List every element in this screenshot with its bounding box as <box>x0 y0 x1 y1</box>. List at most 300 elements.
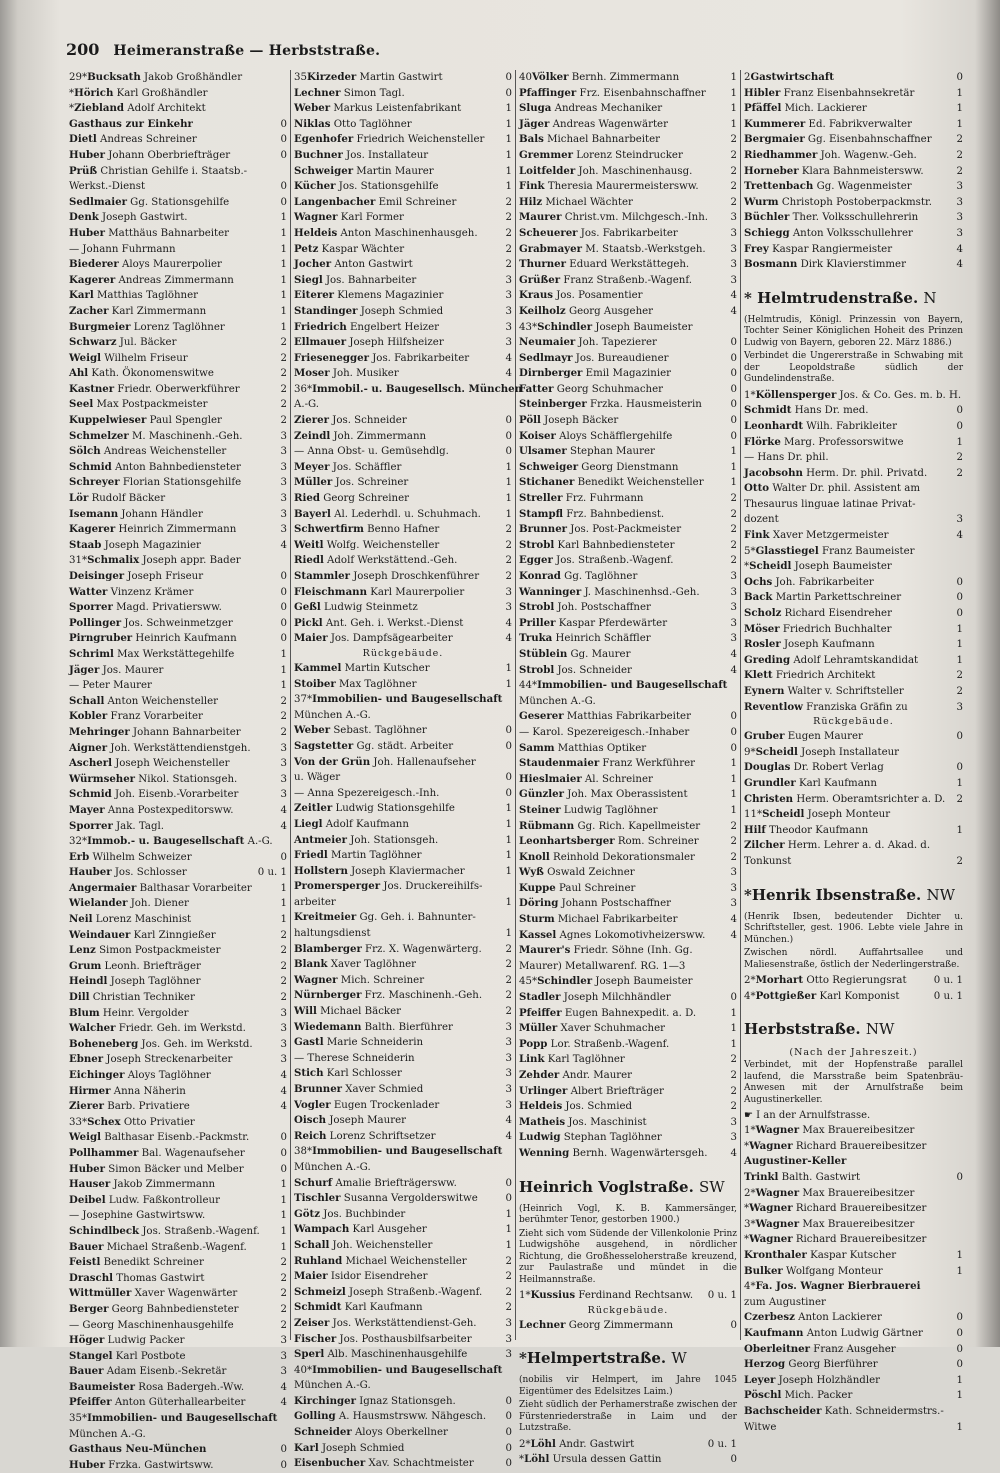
directory-entry <box>69 101 287 117</box>
resident-name: Schall <box>69 694 105 707</box>
resident-name: Leonhardt <box>744 419 804 432</box>
directory-entry <box>519 148 737 164</box>
directory-entry <box>519 600 737 616</box>
floor-number: 3 <box>280 477 287 489</box>
entry-text: München A.-G. <box>294 709 371 721</box>
floor-number: 0 <box>730 399 737 411</box>
floor-number: 2 <box>956 149 963 161</box>
resident-name: Schmid <box>69 460 112 473</box>
entry-text: Bals Michael Bahnarbeiter <box>519 133 661 146</box>
resident-name: Matheis <box>519 1115 566 1128</box>
entry-text: Meyer Jos. Schäffler <box>294 460 402 473</box>
floor-number: 2 <box>505 571 512 582</box>
floor-number: 1 <box>505 834 512 846</box>
floor-number: 0 <box>956 1359 963 1371</box>
entry-text: Zilcher Herm. Lehrer a. d. Akad. d. <box>744 839 931 852</box>
entry-text: Eynern Walter v. Schriftsteller <box>744 685 904 697</box>
resident-name: Weber <box>294 102 331 115</box>
floor-number: 4 <box>956 259 963 271</box>
entry-text: Schmid Joh. Eisenb.-Vorarbeiter <box>69 788 239 801</box>
floor-number: 2 <box>280 929 287 941</box>
floor-number: 1 <box>505 461 512 473</box>
floor-number: 3 <box>730 274 737 286</box>
entry-text: Berger Georg Bahnbediensteter <box>69 1302 239 1315</box>
resident-name: Stoiber <box>294 677 336 690</box>
resident-name: Biederer <box>69 258 119 271</box>
floor-number: 0 <box>956 762 963 774</box>
directory-entry <box>294 833 512 849</box>
floor-number: 0 <box>730 711 737 723</box>
spacer <box>744 273 963 281</box>
floor-number: 3 <box>280 1038 287 1050</box>
floor-number: 3 <box>280 430 287 442</box>
floor-number: 1 <box>730 461 737 473</box>
directory-entry <box>744 512 963 528</box>
entry-text: Strobl Jos. Schneider <box>519 663 632 676</box>
spacer <box>519 1162 737 1170</box>
directory-entry <box>69 1006 287 1022</box>
resident-name: Petz <box>294 242 319 255</box>
directory-entry <box>69 1037 287 1053</box>
directory-entry <box>69 86 287 102</box>
entry-text: Wagner Karl Former <box>294 211 404 224</box>
floor-number: 1 <box>956 824 963 836</box>
directory-entry <box>744 419 963 435</box>
resident-name: Angermaier <box>69 881 137 894</box>
entry-text: Truka Heinrich Schäffler <box>519 632 651 645</box>
resident-name: Stadler <box>519 991 561 1004</box>
floor-number: 3 <box>505 1317 512 1329</box>
directory-entry <box>294 661 512 677</box>
entry-text: Watter Vinzenz Krämer <box>69 585 194 598</box>
entry-text: Wanninger J. Maschinenhsd.-Geh. <box>519 585 700 598</box>
entry-text: Horneber Klara Bahnmeistersww. <box>744 164 924 177</box>
directory-entry <box>69 943 287 959</box>
entry-text: 33*Schex Otto Privatier <box>69 1115 195 1128</box>
floor-number: 3 <box>730 617 737 629</box>
street-note: (Helmtrudis, Königl. Prinzessin von Bayern, Tochter Seiner Königlichen Hoheit des Prinzen Ludwig von Bayern, geboren 22. März 1886.) <box>744 314 963 348</box>
resident-name: Maier <box>294 632 328 645</box>
directory-entry <box>69 179 287 195</box>
resident-name: Gremmer <box>519 148 573 161</box>
floor-number: 0 <box>280 196 287 208</box>
resident-name: Zehder <box>519 1069 560 1081</box>
resident-name: Feistl <box>69 1256 101 1269</box>
entry-text: Lechner Simon Tagl. <box>294 86 405 99</box>
floor-number: 2 <box>280 945 287 957</box>
entry-text: Weigl Balthasar Eisenb.-Packmstr. <box>69 1131 250 1144</box>
floor-number: 3 <box>505 337 512 349</box>
floor-number: 0 <box>730 1454 737 1466</box>
resident-name: Möser <box>744 622 780 635</box>
directory-entry <box>744 1123 963 1139</box>
resident-name: Erb <box>69 850 90 863</box>
section-subheading: (Nach der Jahreszeit.) <box>789 1047 918 1059</box>
entry-text: Schall Joh. Weichensteller <box>294 1238 433 1251</box>
directory-entry <box>519 1318 737 1334</box>
entry-text: Nürnberger Frz. Maschinenh.-Geh. <box>294 989 483 1002</box>
directory-entry <box>744 481 963 497</box>
entry-text: Weber Markus Leistenfabrikant <box>294 102 462 115</box>
entry-text: Niklas Otto Taglöhner <box>294 117 412 130</box>
directory-entry <box>744 1154 963 1170</box>
directory-entry <box>519 1452 737 1468</box>
floor-number: 1 <box>956 87 963 99</box>
floor-number: 0 <box>730 337 737 349</box>
floor-number: 1 <box>730 477 737 489</box>
resident-name: Müller <box>519 1022 558 1035</box>
resident-name: Wagner <box>749 1139 793 1152</box>
floor-number: 2 <box>956 686 963 697</box>
entry-text: Grum Leonh. Briefträger <box>69 959 201 972</box>
resident-name: Jacobsohn <box>744 466 803 479</box>
directory-entry <box>519 1021 737 1037</box>
directory-entry <box>744 1217 963 1233</box>
entry-text: Wittmüller Xaver Wagenwärter <box>69 1287 238 1300</box>
directory-entry <box>69 366 287 382</box>
directory-entry <box>69 600 287 616</box>
entry-text: Steiner Ludwig Taglöhner <box>519 803 658 816</box>
floor-number: 2 <box>280 383 287 395</box>
directory-entry <box>519 756 737 772</box>
floor-number: 1 <box>730 758 737 770</box>
floor-number: 2 <box>956 134 963 146</box>
entry-text: 2*Wagner Max Brauereibesitzer <box>744 1186 915 1199</box>
floor-number: 1 <box>956 1421 963 1433</box>
directory-entry <box>744 668 963 684</box>
entry-text: Brunner Jos. Post-Packmeister <box>519 523 682 536</box>
resident-name: Pfaffinger <box>519 86 577 99</box>
entry-text <box>744 1154 846 1170</box>
resident-name: Mayer <box>69 803 105 816</box>
entry-text: Schwarz Jul. Bäcker <box>69 336 177 349</box>
directory-entry <box>744 1279 963 1295</box>
floor-number: 0 <box>730 1319 737 1331</box>
directory-entry <box>519 257 737 273</box>
resident-name: Heldeis <box>519 1100 563 1113</box>
floor-number: 4 <box>730 305 737 317</box>
resident-name: Scheuerer <box>519 226 578 239</box>
floor-number: 1 <box>730 87 737 99</box>
entry-text: Weigl Wilhelm Friseur <box>69 351 188 364</box>
directory-entry <box>744 195 963 211</box>
resident-name: Brunner <box>294 1083 343 1095</box>
resident-name: Ried <box>294 492 320 505</box>
entry-text: *Löhl Ursula dessen Gattin <box>519 1453 662 1466</box>
directory-entry <box>294 1285 512 1301</box>
entry-text: Rübmann Gg. Rich. Kapellmeister <box>519 819 701 832</box>
directory-entry <box>69 772 287 788</box>
floor-number: 4 <box>280 804 287 816</box>
entry-text: Ochs Joh. Fabrikarbeiter <box>744 575 874 588</box>
entry-text: Liegl Adolf Kaufmann <box>294 817 409 830</box>
floor-number: 0 <box>280 602 287 614</box>
floor-number: 3 <box>505 1021 512 1033</box>
floor-number: 0 <box>280 617 287 629</box>
resident-name: Schweiger <box>519 460 579 473</box>
entry-text: Draschl Thomas Gastwirt <box>69 1271 205 1284</box>
resident-name: Baumeister <box>69 1380 136 1393</box>
page-header <box>66 40 966 62</box>
resident-name: Klett <box>744 669 773 682</box>
entry-text: Friedrich Engelbert Heizer <box>294 320 439 333</box>
entry-text: Pöll Joseph Bäcker <box>519 414 619 427</box>
entry-text: Blank Xaver Taglöhner <box>294 958 417 971</box>
entry-text: Pfeiffer Anton Güterhallearbeiter <box>69 1396 246 1409</box>
entry-text: Moser Joh. Musiker <box>294 367 399 380</box>
resident-name: Lechner <box>294 86 341 99</box>
floor-number: 2 <box>956 793 963 805</box>
directory-entry <box>294 864 512 880</box>
floor-number: 0 <box>730 383 737 395</box>
entry-text: 2*Morhart Otto Regierungsrat <box>744 974 907 987</box>
floor-number: 2 <box>505 555 512 567</box>
resident-name: Tischler <box>294 1192 341 1205</box>
resident-name: Siegl <box>294 273 323 286</box>
directory-entry <box>294 1082 512 1098</box>
resident-name: Pfeiffer <box>69 1396 112 1409</box>
directory-entry <box>519 1006 737 1022</box>
resident-name: Promersperger <box>294 880 381 893</box>
resident-name: Pöschl <box>744 1389 782 1402</box>
entry-text: Ebner Joseph Streckenarbeiter <box>69 1053 233 1066</box>
directory-entry <box>69 1240 287 1256</box>
directory-entry <box>519 896 737 912</box>
directory-entry <box>744 1373 963 1389</box>
directory-entry <box>294 677 512 693</box>
entry-text: Leonhartsberger Rom. Schreiner <box>519 835 699 848</box>
directory-entry <box>744 1248 963 1264</box>
resident-name: Czerbesz <box>744 1311 795 1324</box>
resident-name: Bauer <box>69 1240 104 1253</box>
entry-text: München A.-G. <box>294 1380 371 1392</box>
directory-entry <box>69 585 287 601</box>
directory-entry <box>519 819 737 835</box>
directory-entry <box>294 304 512 320</box>
directory-entry <box>519 663 737 679</box>
resident-name: Immobil.- u. Baugesellsch. München <box>312 382 523 395</box>
resident-name: Frey <box>744 242 769 255</box>
entry-text: Langenbacher Emil Schreiner <box>294 195 457 208</box>
floor-number: 4 <box>505 1130 512 1142</box>
directory-entry <box>69 819 287 835</box>
resident-name: Wagner <box>294 211 338 224</box>
directory-entry <box>744 823 963 839</box>
directory-entry <box>294 723 512 739</box>
floor-number: 1 <box>956 623 963 635</box>
floor-number: 1 <box>280 212 287 224</box>
entry-text: Schmid Anton Bahnbediensteter <box>69 460 241 473</box>
resident-name: Grüßer <box>519 273 561 286</box>
entry-text: Bosmann Dirk Klavierstimmer <box>744 258 906 271</box>
directory-entry <box>294 1269 512 1285</box>
resident-name: Eiterer <box>294 289 335 302</box>
directory-entry <box>69 725 287 741</box>
directory-entry <box>519 132 737 148</box>
directory-entry <box>519 881 737 897</box>
floor-number: 3 <box>730 259 737 271</box>
entry-text: Stüblein Gg. Maurer <box>519 647 631 660</box>
floor-number: 1 <box>280 680 287 692</box>
floor-number: 1 <box>280 290 287 302</box>
floor-number: 2 <box>280 960 287 972</box>
resident-name: Lör <box>69 492 89 505</box>
floor-number: 2 <box>956 165 963 177</box>
resident-name: Lechner <box>519 1318 566 1331</box>
resident-name: Huber <box>69 226 106 239</box>
resident-name: Priller <box>519 616 556 629</box>
resident-name: Wagner <box>755 1217 800 1230</box>
resident-name: Sturm <box>519 913 555 926</box>
directory-entry <box>519 1068 737 1084</box>
floor-number: 1 <box>505 818 512 830</box>
entry-text: Pickl Ant. Geh. i. Werkst.-Dienst <box>294 616 464 629</box>
floor-number: 2 <box>280 415 287 427</box>
floor-number: 2 <box>280 1257 287 1269</box>
entry-text: Sturm Michael Fabrikarbeiter <box>519 913 678 926</box>
resident-name: Hollstern <box>294 864 348 877</box>
resident-name: Gastwirtschaft <box>750 71 834 83</box>
resident-name: Friedrich <box>294 320 347 333</box>
resident-name: Ellmauer <box>294 336 347 349</box>
entry-text: Staudenmaier Franz Werkführer <box>519 757 695 770</box>
resident-name: Knoll <box>519 850 550 863</box>
resident-name: Meyer <box>294 460 330 473</box>
directory-entry <box>519 709 737 725</box>
directory-entry <box>744 653 963 669</box>
entry-text: Weindauer Karl Zinngießer <box>69 928 216 941</box>
street-district: NW <box>865 1020 895 1039</box>
resident-name: Eichinger <box>69 1069 125 1081</box>
entry-text: Sedlmayr Jos. Bureaudiener <box>519 351 669 364</box>
floor-number: 2 <box>730 555 737 567</box>
resident-name: Grundler <box>744 776 796 789</box>
directory-entry <box>294 1254 512 1270</box>
floor-number: 2 <box>280 352 287 364</box>
entry-text: — Johann Fuhrmann <box>69 243 176 255</box>
directory-entry <box>744 575 963 591</box>
resident-name: Steinberger <box>519 398 587 411</box>
floor-number: 2 <box>730 1101 737 1113</box>
entry-text: Stammler Joseph Droschkenführer <box>294 570 480 582</box>
floor-number: 3 <box>280 493 287 505</box>
resident-name: Kraus <box>519 289 553 302</box>
entry-text: Streller Frz. Fuhrmann <box>519 492 644 505</box>
resident-name: Grabmayer <box>519 242 582 255</box>
directory-entry <box>294 801 512 817</box>
street-name: * Helmtrudenstraße. <box>744 288 919 307</box>
directory-entry <box>69 148 287 164</box>
floor-number: 3 <box>280 461 287 473</box>
entry-text: Seel Max Postpackmeister <box>69 398 208 411</box>
street-district: N <box>923 288 937 307</box>
floor-number: 1 <box>505 1239 512 1251</box>
entry-text: Fink Xaver Metzgermeister <box>744 529 889 542</box>
directory-entry <box>744 1232 963 1248</box>
resident-name: Büchler <box>744 211 790 224</box>
directory-entry <box>69 397 287 413</box>
resident-name: Link <box>519 1053 545 1066</box>
directory-entry <box>519 741 737 757</box>
floor-number: 1 <box>505 493 512 505</box>
resident-name: Schmeizl <box>294 1285 346 1298</box>
resident-name: Watter <box>69 585 108 598</box>
entry-text: Rosler Joseph Kaufmann <box>744 638 875 651</box>
entry-text: Koiser Aloys Schäfflergehilfe <box>519 429 673 442</box>
entry-text: — Therese Schneiderin <box>294 1052 415 1064</box>
entry-text: Kaufmann Anton Ludwig Gärtner <box>744 1326 923 1339</box>
resident-name: Christen <box>744 792 794 805</box>
resident-name: Koiser <box>519 429 556 442</box>
floor-number: 0 <box>280 1132 287 1144</box>
directory-entry <box>519 865 737 881</box>
resident-name: Otto <box>744 482 770 495</box>
directory-entry <box>744 70 963 86</box>
directory-entry <box>519 70 737 86</box>
entry-text: Ludwig Stephan Taglöhner <box>519 1131 662 1144</box>
entry-text: Werkst.-Dienst <box>69 181 146 193</box>
resident-name: Streller <box>519 492 563 505</box>
resident-name: Horneber <box>744 164 799 177</box>
entry-text: Wiedemann Balth. Bierführer <box>294 1020 453 1033</box>
entry-text: Maier Isidor Eisendreher <box>294 1270 428 1283</box>
resident-name: Riedhammer <box>744 148 818 161</box>
floor-number: 1 <box>730 118 737 130</box>
entry-text: Back Martin Parkettschreiner <box>744 591 902 604</box>
directory-entry <box>519 787 737 803</box>
floor-number: 2 <box>280 1303 287 1315</box>
floor-number: 4 <box>280 1085 287 1097</box>
entry-text: Schmeizl Joseph Straßenb.-Wagenf. <box>294 1285 483 1298</box>
resident-name: Wagner <box>755 1186 800 1199</box>
section-subheading: Rückgebäude. <box>362 647 444 659</box>
spacer <box>519 1333 737 1341</box>
directory-entry <box>294 1409 512 1425</box>
entry-text: 11*Scheidl Joseph Monteur <box>744 808 891 821</box>
floor-number: 3 <box>505 274 512 286</box>
directory-entry <box>69 631 287 647</box>
resident-name: Zierer <box>294 414 330 427</box>
floor-number: 4 <box>730 290 737 302</box>
resident-name: Mehringer <box>69 725 130 738</box>
entry-text: 32*Immob.- u. Baugesellschaft A.-G. <box>69 835 273 848</box>
resident-name: Vogler <box>294 1098 331 1111</box>
directory-entry <box>744 776 963 792</box>
entry-text: 38*Immobilien- und Baugesellschaft <box>294 1145 503 1158</box>
directory-entry <box>294 1207 512 1223</box>
entry-text: Boheneberg Jos. Geh. im Werkstd. <box>69 1037 253 1050</box>
floor-number: 1 <box>505 508 512 520</box>
floor-number: 3 <box>730 571 737 582</box>
directory-entry <box>744 210 963 226</box>
directory-entry <box>744 1342 963 1358</box>
entry-text <box>69 117 193 133</box>
floor-number: 1 <box>505 850 512 862</box>
resident-name: Immob.- u. Baugesellschaft <box>87 835 245 848</box>
directory-entry <box>294 1098 512 1114</box>
directory-entry <box>519 210 737 226</box>
resident-name: Eynern <box>744 685 785 697</box>
floor-number: 0 <box>505 1177 512 1189</box>
directory-entry <box>69 959 287 975</box>
resident-name: Draschl <box>69 1271 114 1284</box>
floor-number: 3 <box>730 243 737 255</box>
entry-text: Czerbesz Anton Lackierer <box>744 1311 882 1324</box>
directory-entry <box>294 1316 512 1332</box>
floor-number: 4 <box>280 539 287 551</box>
directory-entry <box>519 1130 737 1146</box>
directory-entry <box>519 397 737 413</box>
